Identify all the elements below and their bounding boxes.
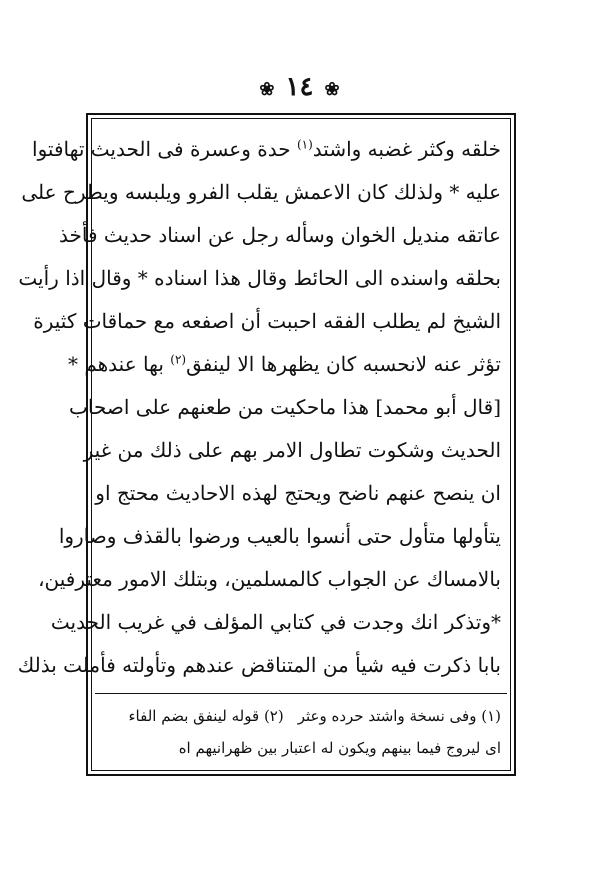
text-line-10: يتأولها متأول حتى أنسوا بالعيب ورضوا بالقذف وصاروا	[58, 524, 501, 548]
page-number-header	[0, 72, 599, 105]
footnote-line-2: اى ليروج فيما بينهم ويكون له اعتبار بين ظهرانيهم اه	[178, 739, 501, 757]
footnote-mark-1: (١)	[296, 137, 313, 152]
footnotes	[101, 700, 501, 764]
text-line-9: ان ينصح عنهم ناضح ويحتج لهذه الاحاديث محتج او	[95, 481, 501, 505]
ornament-left-icon: ❀	[259, 79, 275, 100]
ornament-right-icon: ❀	[324, 79, 340, 100]
footnote-1: (١) وفى نسخة واشتد حرده وعثر	[297, 707, 501, 725]
main-text	[17, 128, 501, 688]
text-line-2: عليه * ولذلك كان الاعمش يقلب الفرو ويلبسه ويطرح على	[21, 180, 501, 204]
text-line-11: بالامساك عن الجواب كالمسلمين، وبتلك الامور معترفين،	[38, 567, 501, 591]
footnote-2: (٢) قوله لينفق بضم الفاء	[128, 707, 284, 725]
text-line-12: *وتذكر انك وجدت في كتابي المؤلف في غريب الحديث	[50, 610, 501, 634]
text-line-13: بابا ذكرت فيه شيأ من المتناقض عندهم وتأولته فأملت بذلك	[17, 653, 501, 677]
footnote-line-1	[101, 700, 501, 732]
text-line-5: الشيخ لم يطلب الفقه احببت أن اصفعه مع حماقات كثيرة	[33, 309, 501, 333]
footnote-divider	[95, 693, 507, 694]
footnote-mark-2: (٢)	[170, 352, 187, 367]
text-line-6: تؤثر عنه لانحسبه كان يظهرها الا لينفق$^{(٢)}$ بها عندهم *	[67, 352, 501, 376]
text-line-4: بحلقه واسنده الى الحائط وقال هذا اسناده * وقال اذا رأيت	[18, 266, 501, 290]
text-line-8: الحديث وشكوت تطاول الامر بهم على ذلك من غير	[83, 438, 501, 462]
text-line-3: عاتقه منديل الخوان وسأله رجل عن اسناد حديث فأخذ	[59, 223, 501, 247]
text-line-7: [قال أبو محمد] هذا ماحكيت من طعنهم على اصحاب	[69, 395, 501, 419]
page-number: ١٤	[285, 72, 314, 102]
text-line-1: خلقه وكثر غضبه واشتد$^{(١)}$ حدة وعسرة فى الحديث تهافتوا	[32, 137, 501, 161]
